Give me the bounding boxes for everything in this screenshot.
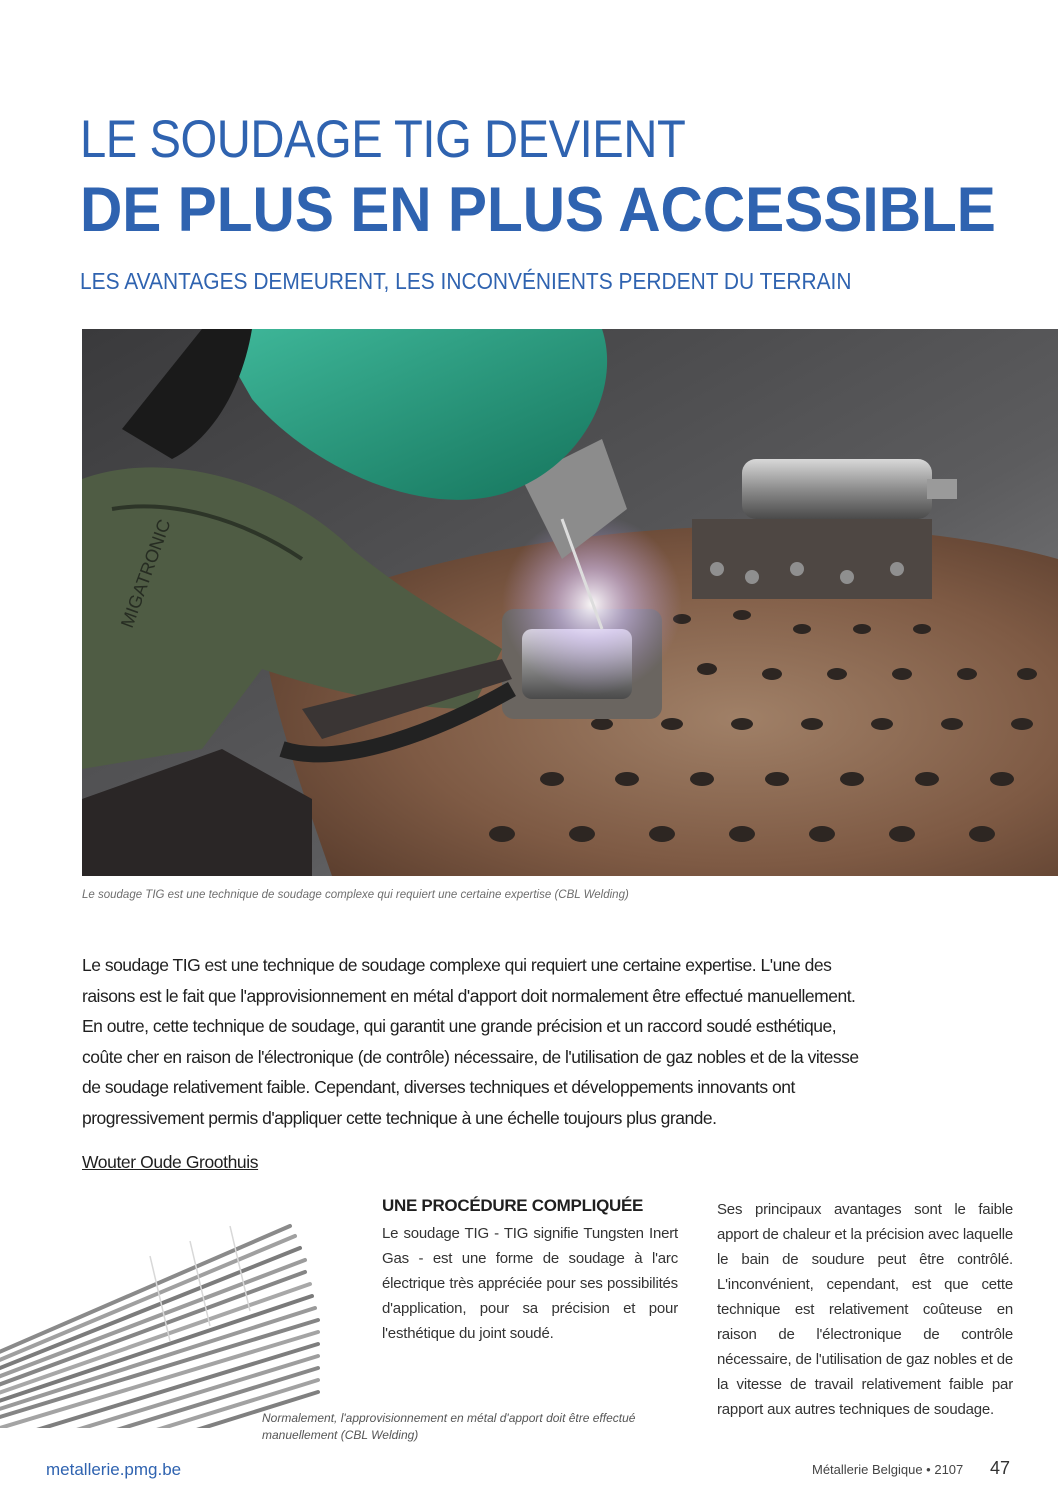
intro-paragraph: Le soudage TIG est une technique de soudage complexe qui requiert une certaine expertise. L'une des raisons est le fait que l'approvisionnement en métal d'apport doit normalement être effectué manuellement. En outre, cette technique de soudage, qui garantit une grande précision et un raccord soudé esthétique, coûte cher en raison de l'électronique (de contrôle) nécessaire, de l'utilisation de gaz nobles et de la vitesse de soudage relativement faible. Cependant, diverses techniques et développements innovants ont progressivement permis d'appliquer cette technique à une échelle toujours plus grande.: [82, 955, 859, 1128]
photo-caption: Le soudage TIG est une technique de soudage complexe qui requiert une certaine expertise (CBL Welding): [82, 889, 629, 901]
column-two-text: Le soudage TIG - TIG signifie Tungsten Inert Gas - est une forme de soudage à l'arc électrique très appréciée pour ses possibilités d'application, pour sa précision et pour l'esthétique du joint soudé.: [382, 1225, 678, 1342]
page-number: 47: [990, 1458, 1011, 1478]
footer-website-link[interactable]: metallerie.pmg.be: [46, 1460, 182, 1479]
title-line-1: LE SOUDAGE TIG DEVIENT: [80, 110, 686, 169]
author-byline[interactable]: Wouter Oude Groothuis: [82, 1152, 259, 1172]
section-heading: UNE PROCÉDURE COMPLIQUÉE: [382, 1196, 644, 1215]
rods-caption: Normalement, l'approvisionnement en métal d'apport doit être effectué manuellement (CBL Welding): [262, 1411, 636, 1442]
footer-magazine-issue: Métallerie Belgique • 2107: [812, 1462, 964, 1477]
glove-brand-text: MIGATRONIC: [116, 516, 175, 631]
welding-photo: [82, 329, 1058, 876]
title-line-2: DE PLUS EN PLUS ACCESSIBLE: [80, 175, 996, 245]
column-three-text: Ses principaux avantages sont le faible apport de chaleur et la précision avec laquelle le bain de soudure peut être contrôlé. L'inconvénient, cependant, est que cette technique est relativement coûteuse en raison de l'électronique de contrôle nécessaire, de l'utilisation de gaz nobles et de la vitesse de travail relativement faible par rapport aux autres techniques de soudage.: [717, 1201, 1013, 1418]
subtitle: LES AVANTAGES DEMEURENT, LES INCONVÉNIENTS PERDENT DU TERRAIN: [80, 268, 852, 294]
welding-rods-photo: [0, 1196, 320, 1428]
